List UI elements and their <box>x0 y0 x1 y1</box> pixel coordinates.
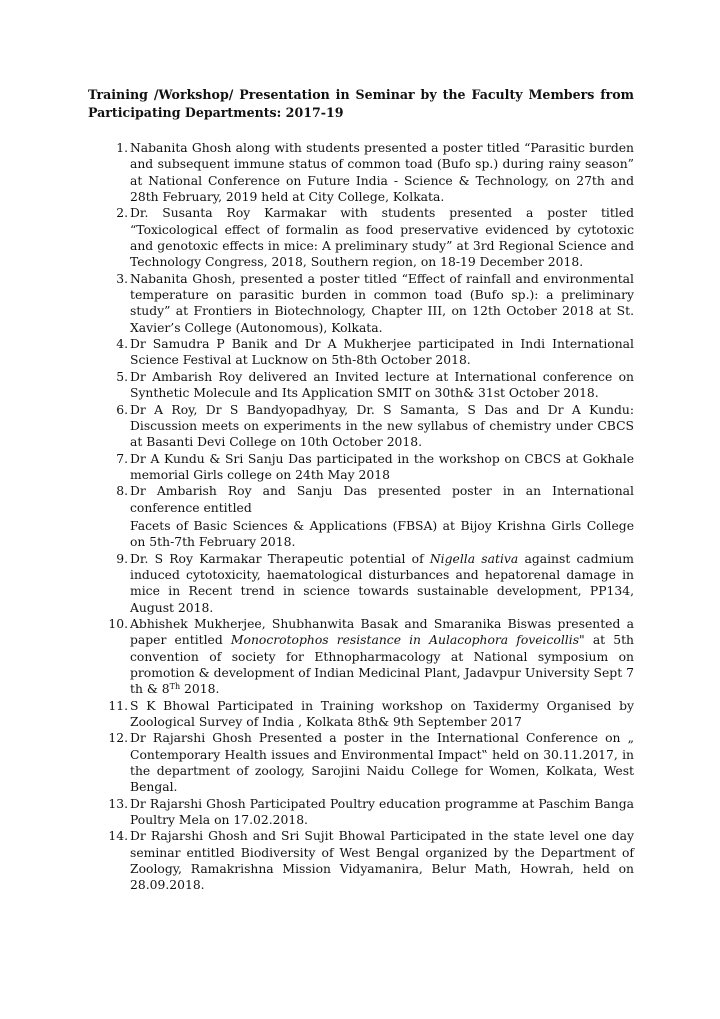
item-text: Dr. Susanta Roy Karmakar with students presented a poster titled “Toxicological effect of formalin as food preservative evidenced by cytotoxic and genotoxic effects in mice: A preliminary study” at 3rd Regional Science and Technology Congress, 2018, Southern region, on 18-19 December 2018. <box>130 206 634 270</box>
list-item <box>94 796 634 829</box>
list-item <box>94 369 634 402</box>
item-number: 13. <box>108 796 128 811</box>
item-text-part: Abhishek Mukherjee, Shubhanwita Basak and Smaranika Biswas presented a paper entitled <box>130 616 634 648</box>
item-text-part: " at 5th convention of society for Ethnopharmacology at National symposium on promotion & development of Indian Medicinal Plant, Jadavpur University Sept 7 th & 8 <box>130 633 635 697</box>
list-item <box>94 271 634 336</box>
list-item <box>94 451 634 484</box>
item-number: 11. <box>108 698 128 713</box>
item-number: 14. <box>108 829 128 844</box>
item-text: Nabanita Ghosh along with students presented a poster titled “Parasitic burden and subsequent immune status of common toad (Bufo sp.) during rainy season” at National Conference on Future India - Science & Technology, on 27th and 28th February, 2019 held at City College, Kolkata. <box>130 141 634 205</box>
item-text: Dr Rajarshi Ghosh Presented a poster in the International Conference on „ Contemporary Health issues and Environmental Impact‟ held on 30.11.2017, in the department of zoology, Sarojini Naidu College for Women, Kolkata, West Bengal. <box>130 731 634 795</box>
item-number: 12. <box>108 731 128 746</box>
item-text-part: Dr. S Roy Karmakar Therapeutic potential of <box>130 551 430 566</box>
list-item <box>94 698 634 731</box>
list-item <box>94 551 634 616</box>
list-item <box>94 402 634 451</box>
list-item <box>94 205 634 270</box>
item-number: 2. <box>116 206 128 221</box>
item-number: 9. <box>116 551 128 566</box>
item-text: Dr A Kundu & Sri Sanju Das participated in the workshop on CBCS at Gokhale memorial Girls college on 24th May 2018 <box>130 451 634 482</box>
species-name: Nigella sativa <box>429 551 519 566</box>
item-continuation-text: Facets of Basic Sciences & Applications (FBSA) at Bijoy Krishna Girls College on 5th-7th February 2018. <box>130 518 634 550</box>
item-text: Dr Rajarshi Ghosh and Sri Sujit Bhowal Participated in the state level one day seminar entitled Biodiversity of West Bengal organized by the Department of Zoology, Ramakrishna Mission Vidyamanira, Belur Math, Howrah, held on 28.09.2018. <box>130 829 634 893</box>
list-item <box>94 483 634 550</box>
item-text <box>130 551 634 616</box>
item-number: 1. <box>116 141 128 155</box>
ordinal-superscript: Th <box>169 682 181 692</box>
item-number: 8. <box>116 484 128 499</box>
item-text: Dr Samudra P Banik and Dr A Mukherjee participated in Indi International Science Festival at Lucknow on 5th-8th October 2018. <box>130 337 634 368</box>
list-item <box>94 336 634 369</box>
item-number: 4. <box>116 337 128 352</box>
item-number: 10. <box>108 616 128 631</box>
paper-title: Monocrotophos resistance in Aulacophora foveicollis <box>230 633 580 648</box>
item-text-part: against cadmium induced cytotoxicity, haematological disturbances and hepatorenal damage in mice in Recent trend in science towards sustainable development, PP134, August 2018. <box>130 551 634 615</box>
item-number: 3. <box>116 271 128 286</box>
activity-list <box>94 140 634 894</box>
item-number: 6. <box>116 402 128 417</box>
item-text: Dr A Roy, Dr S Bandyopadhyay, Dr. S Samanta, S Das and Dr A Kundu: Discussion meets on experiments in the new syllabus of chemistry under CBCS at Basanti Devi College on 10th October 2018. <box>130 402 634 450</box>
list-item <box>94 616 634 698</box>
item-text: Dr Ambarish Roy and Sanju Das presented poster in an International conference entitled <box>130 484 634 515</box>
item-text: Nabanita Ghosh, presented a poster titled “Effect of rainfall and environmental temperature on parasitic burden in common toad (Bufo sp.): a preliminary study” at Frontiers in Biotechnology, Chapter III, on 12th October 2018 at St. Xavier’s College (Autonomous), Kolkata. <box>130 271 634 335</box>
item-text: S K Bhowal Participated in Training workshop on Taxidermy Organised by Zoological Survey of India , Kolkata 8th& 9th September 2017 <box>130 698 634 730</box>
item-number: 7. <box>116 451 128 466</box>
item-text: Dr Rajarshi Ghosh Participated Poultry education programme at Paschim Banga Poultry Mela on 17.02.2018. <box>130 796 634 828</box>
list-item <box>94 828 634 893</box>
list-item <box>94 730 634 795</box>
document-heading: Training /Workshop/ Presentation in Seminar by the Faculty Members from Participating Departments: 2017-19 <box>88 87 634 120</box>
list-item <box>94 140 634 205</box>
item-text <box>130 616 634 698</box>
item-number: 5. <box>116 369 128 384</box>
item-text: Dr Ambarish Roy delivered an Invited lecture at International conference on Synthetic Molecule and Its Application SMIT on 30th& 31st October 2018. <box>130 369 634 401</box>
item-text-part: 2018. <box>180 682 220 697</box>
